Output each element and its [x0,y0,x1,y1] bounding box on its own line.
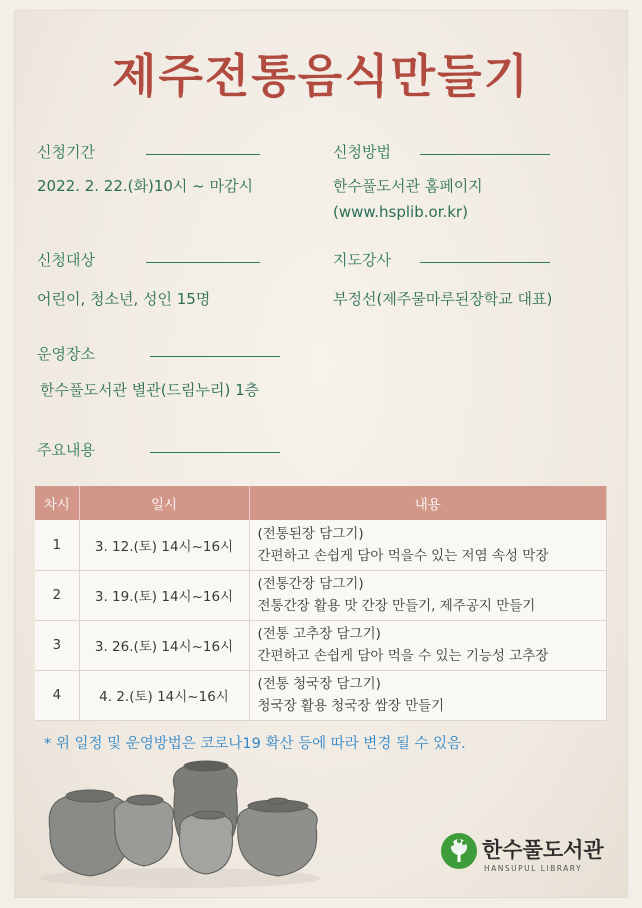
library-logo-subtitle: HANSUPUL LIBRARY [484,864,583,873]
library-logo-icon [440,832,478,870]
apply-method-rule [420,154,550,155]
table-header-row [35,486,607,520]
apply-method-url: (www.hsplib.or.kr) [333,203,468,221]
row-date: 4. 2.(토) 14시~16시 [79,670,249,720]
row-desc: 전통간장 활용 맛 간장 만들기, 제주공지 만들기 [257,598,536,614]
row-title: (전통된장 담그기) [257,525,364,542]
row-number: 3 [35,620,79,670]
venue-value: 한수풀도서관 별관(드림누리) 1층 [40,381,260,399]
row-desc: 간편하고 손쉽게 담아 먹을수 있는 저염 속성 막장 [257,547,549,564]
row-date: 3. 12.(토) 14시~16시 [79,520,249,570]
target-value: 어린이, 청소년, 성인 15명 [37,290,211,308]
header-date: 일시 [79,486,249,520]
row-content [249,520,607,570]
table-row [35,620,607,670]
row-content [249,620,607,670]
instructor-rule [420,262,550,263]
apply-period-value: 2022. 2. 22.(화)10시 ~ 마감시 [37,177,253,195]
apply-period-rule [146,154,260,155]
row-desc: 간편하고 손쉽게 담아 먹을 수 있는 기능성 고추장 [257,648,549,664]
row-desc: 청국장 활용 청국장 쌈장 만들기 [257,698,445,714]
notice-text: * 위 일정 및 운영방법은 코로나19 확산 등에 따라 변경 될 수 있음. [44,736,466,752]
target-rule [146,262,260,263]
row-title: (전통 청국장 담그기) [257,676,381,692]
contents-rule [150,452,280,453]
target-label: 신청대상 [37,251,95,269]
apply-method-label: 신청방법 [333,143,391,161]
instructor-label: 지도강사 [333,251,391,269]
row-number: 4 [35,670,79,720]
apply-method-line1: 한수풀도서관 홈페이지 [333,177,483,195]
row-content [249,670,607,720]
apply-period-label: 신청기간 [37,143,95,161]
table-row [35,570,607,620]
row-date: 3. 26.(토) 14시~16시 [79,620,249,670]
row-title: (전통간장 담그기) [257,576,364,592]
library-logo-name: 한수풀도서관 [482,838,604,862]
row-number: 1 [35,520,79,570]
schedule-table [35,486,607,721]
table-row [35,520,607,570]
header-session: 차시 [35,486,79,520]
row-date: 3. 19.(토) 14시~16시 [79,570,249,620]
onggi-jars-illustration [40,760,330,890]
venue-rule [150,356,280,357]
table-row [35,670,607,720]
row-number: 2 [35,570,79,620]
page-title: 제주전통음식만들기 [112,49,530,103]
row-title: (전통 고추장 담그기) [257,626,381,642]
row-content [249,570,607,620]
venue-label: 운영장소 [37,345,95,363]
header-content: 내용 [249,486,607,520]
instructor-value: 부정선(제주물마루된장학교 대표) [333,290,553,308]
contents-label: 주요내용 [37,441,95,459]
